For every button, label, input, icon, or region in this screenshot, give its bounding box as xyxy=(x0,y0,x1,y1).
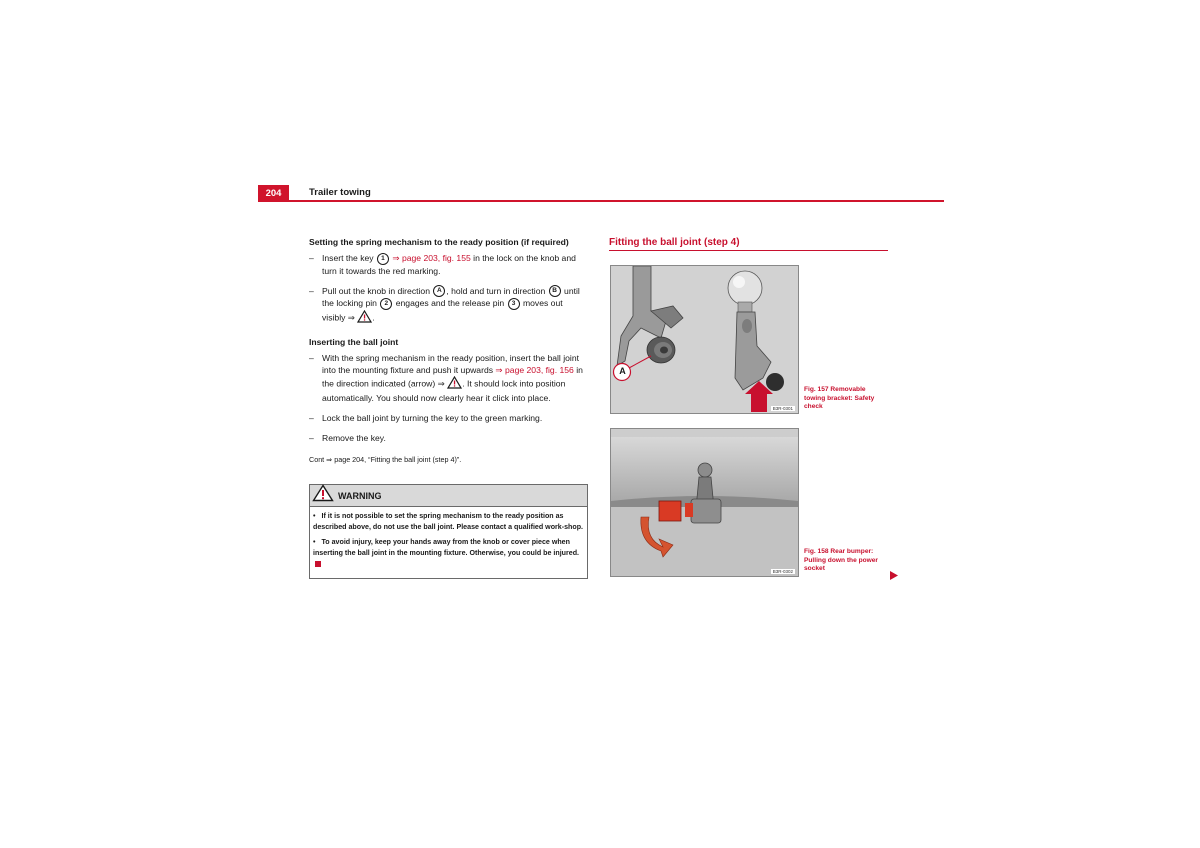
warning-triangle-icon[interactable] xyxy=(447,376,462,392)
warning-triangle-icon[interactable] xyxy=(357,310,372,326)
spring-heading: Setting the spring mechanism to the ready position (if required) xyxy=(309,237,569,247)
ball-heading: Inserting the ball joint xyxy=(309,337,399,348)
warning-header xyxy=(310,485,587,507)
warning-item: • If it is not possible to set the spring mechanism to the ready position as described above, do not use the ball joint. Please contact a qualified work-shop. xyxy=(313,512,584,531)
list-item: – With the spring mechanism in the ready position, insert the ball joint into the mounting fixture and push it upwards ⇒ page 203, fig. 156 in the direction indicated (arrow) ⇒ . It should lock into position automatically. You should now clearly hear it click into place. xyxy=(309,353,583,404)
ball-steps xyxy=(309,352,587,444)
warning-body xyxy=(310,507,587,570)
figure-code: B3R-0302 xyxy=(772,569,793,574)
figure-code: B3R-0301 xyxy=(772,406,793,411)
page-number: 204 xyxy=(258,185,289,201)
warning-title: WARNING xyxy=(338,490,382,501)
page-link[interactable]: ⇒ page 203, fig. 156 xyxy=(495,365,574,376)
header-rule xyxy=(258,200,944,202)
right-heading-rule xyxy=(609,250,888,251)
rear-bumper-illustration xyxy=(611,429,798,576)
list-item: – Remove the key. xyxy=(309,433,386,444)
callout-2: 2 xyxy=(380,298,392,310)
continuation-note[interactable]: Cont ⇒ page 204, “Fitting the ball joint (step 4)”. xyxy=(309,455,462,465)
figure-157 xyxy=(610,265,799,414)
list-item: – Insert the key 1 ⇒ page 203, fig. 155 in the lock on the knob and turn it towards the red marking. xyxy=(309,253,576,276)
page-link[interactable]: ⇒ page 203, fig. 155 xyxy=(392,253,471,263)
warning-triangle-icon xyxy=(312,484,334,507)
list-item: – Pull out the knob in direction A , hold and turn in direction B until the locking pin 2 engages and the release pin 3 moves out visibly ⇒ . xyxy=(309,285,587,326)
right-heading: Fitting the ball joint (step 4) xyxy=(609,237,740,248)
callout-a: A xyxy=(433,285,445,297)
section-title: Trailer towing xyxy=(309,187,371,198)
callout-1: 1 xyxy=(377,253,389,265)
warning-box xyxy=(309,484,588,579)
next-page-arrow-icon[interactable] xyxy=(890,567,898,585)
left-column xyxy=(309,236,587,466)
towing-bracket-illustration xyxy=(611,266,798,413)
figure-158-caption: Fig. 158 Rear bumper: Pulling down the power socket xyxy=(804,548,878,572)
callout-b: B xyxy=(549,285,561,297)
list-item: – Lock the ball joint by turning the key to the green marking. xyxy=(309,413,543,424)
figure-157-caption: Fig. 157 Removable towing bracket: Safety check xyxy=(804,386,875,410)
callout-3: 3 xyxy=(508,298,520,310)
figure-158 xyxy=(610,428,799,577)
spring-steps xyxy=(309,252,587,326)
end-mark-icon xyxy=(315,561,321,567)
warning-item: • To avoid injury, keep your hands away from the knob or cover piece when inserting the ball joint in the mounting fixture. Otherwise, you could be injured. xyxy=(313,537,584,570)
callout-a-label: A xyxy=(619,366,626,376)
